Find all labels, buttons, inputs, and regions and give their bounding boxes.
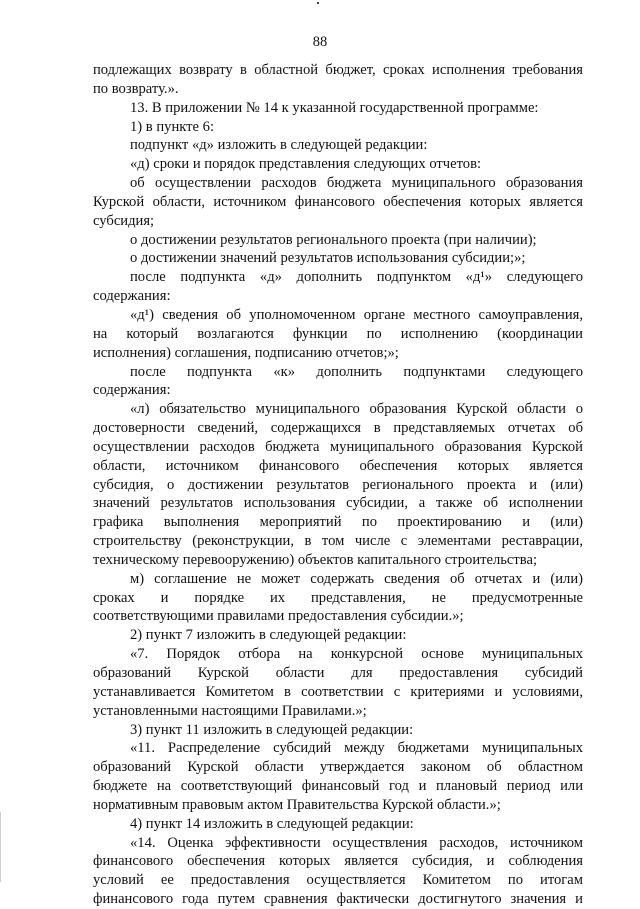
text-line: условий ее предоставления осуществляется Комитетом по итогам — [93, 872, 583, 889]
text-line: финансового обеспечения которых является субсидия, и соблюдения — [93, 853, 583, 870]
text-line: значений результатов использования субсидии, а также об исполнении — [93, 495, 583, 512]
text-line: графика выполнения мероприятий по проектированию и (или) — [93, 514, 583, 531]
text-line: устанавливается Комитетом в соответствии с критериями и условиями, — [93, 683, 583, 700]
text-line: субсидия; — [93, 212, 155, 229]
text-line: субсидия, о достижении результатов регионального проекта и (или) — [93, 476, 583, 493]
text-line: об осуществлении расходов бюджета муниципального образования — [130, 175, 583, 192]
text-line: «7. Порядок отбора на конкурсной основе муниципальных — [130, 646, 583, 663]
text-line: о достижении результатов регионального проекта (при наличии); — [130, 231, 537, 248]
text-line: 13. В приложении № 14 к указанной государственной программе: — [130, 99, 539, 116]
scan-edge-mark — [0, 812, 1, 882]
text-line: «д¹) сведения об уполномоченном органе местного самоуправления, — [130, 306, 583, 323]
text-line: исполнения) соглашения, подписанию отчетов;»; — [93, 344, 399, 361]
text-line: образований Курской области утверждается законом об областном — [93, 759, 583, 776]
text-line: финансового года путем сравнения фактически достигнутого значения и — [93, 891, 583, 908]
text-line: 2) пункт 7 изложить в следующей редакции: — [130, 627, 407, 644]
text-line: сроках и порядке их представления, не предусмотренные — [93, 589, 583, 606]
text-line: о достижении значений результатов использования субсидии;»; — [130, 250, 526, 267]
text-line: 1) в пункте 6: — [130, 118, 215, 135]
page-number: 88 — [312, 34, 328, 50]
text-line: м) соглашение не может содержать сведения об отчетах и (или) — [130, 570, 583, 587]
text-line: содержания: — [93, 382, 171, 399]
text-line: области, источником финансового обеспечения которых является — [93, 457, 583, 474]
text-line: достоверности сведений, содержащихся в представляемых отчетах об — [93, 420, 583, 437]
text-line: бюджете на соответствующий финансовый год и плановый период или — [93, 778, 583, 795]
text-line: после подпункта «д» дополнить подпунктом «д¹» следующего — [130, 269, 583, 286]
text-line: нормативным правовым актом Правительства Курской области.»; — [93, 796, 501, 813]
text-line: строительству (реконструкции, в том числе с элементами реставрации, — [93, 533, 583, 550]
text-line: подлежащих возврату в областной бюджет, сроках исполнения требования — [93, 62, 583, 78]
text-line: «д) сроки и порядок представления следующих отчетов: — [130, 156, 482, 173]
text-line: содержания: — [93, 288, 171, 305]
text-line: образований Курской области для предоставления субсидий — [93, 665, 583, 681]
text-line: «14. Оценка эффективности осуществления расходов, источником — [130, 834, 583, 851]
document-body — [93, 61, 583, 909]
text-line: по возврату.». — [93, 80, 179, 97]
text-line: Курской области, источником финансового обеспечения которых является — [93, 193, 583, 210]
text-line: «11. Распределение субсидий между бюджетами муниципальных — [130, 740, 583, 757]
scan-speck — [317, 2, 319, 4]
text-line: после подпункта «к» дополнить подпунктами следующего — [130, 363, 583, 380]
text-line: соответствующими правилами предоставления субсидии.»; — [93, 608, 464, 625]
text-line: на который возлагаются функции по исполнению (координации — [93, 325, 583, 342]
text-line: установленными настоящими Правилами.»; — [93, 702, 367, 719]
text-line: 3) пункт 11 изложить в следующей редакции: — [130, 721, 414, 738]
text-line: техническому перевооружению) объектов капитального строительства; — [93, 551, 538, 568]
text-line: подпункт «д» изложить в следующей редакции: — [130, 137, 428, 154]
text-line: 4) пункт 14 изложить в следующей редакции: — [130, 815, 414, 832]
text-line: «л) обязательство муниципального образования Курской области о — [130, 401, 583, 418]
text-line: осуществлении расходов бюджета муниципального образования Курской — [93, 438, 583, 455]
